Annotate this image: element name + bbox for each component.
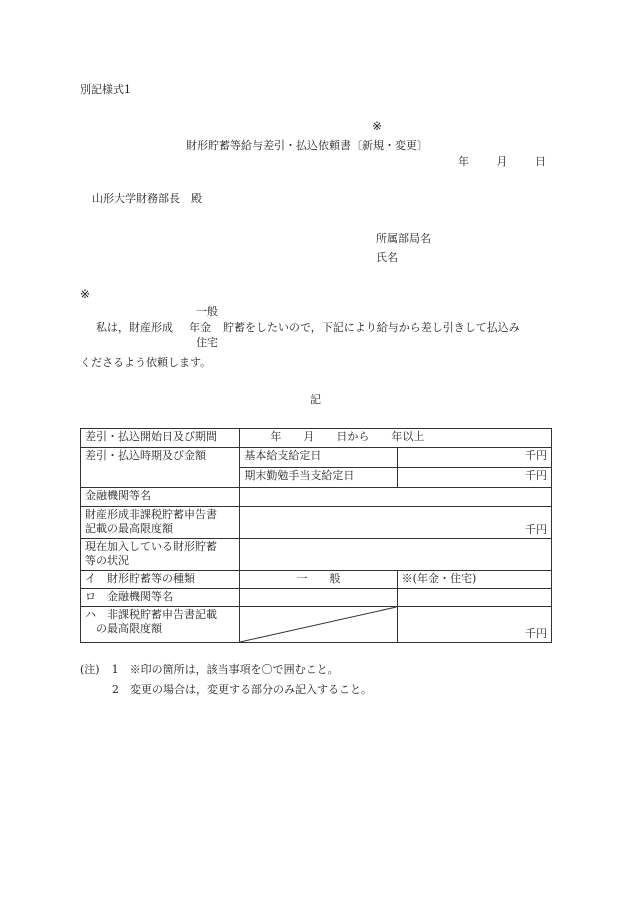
institution-label: 金融機関等名 [81,488,240,507]
current-label-line1: 現在加入している財形貯蓄 [85,540,217,553]
base-salary-amount-field[interactable] [397,448,551,468]
request-rest: 貯蓄をしたいので，下記により給与から差し引きして払込み [223,321,520,334]
table-row-limit [81,507,552,539]
note-2-text: 変更の場合は，変更する部分のみ記入すること。 [130,683,372,696]
current-status-field[interactable] [240,539,552,571]
note-2-number: 2 [112,683,119,696]
request-text-line2: くださるよう依頼します。 [80,356,212,369]
request-lead: 私は，財産形成 [96,321,173,334]
dept-label: 所属部局名 [376,232,431,245]
note-1-text: ※印の箇所は，該当事項を〇で囲むこと。 [129,663,339,676]
current-limit-label [81,607,240,643]
limit-field[interactable] [240,507,552,539]
diagonal-struck-cell [240,607,397,643]
current-institution-label: ロ 金融機関等名 [81,589,240,607]
note-1 [80,663,339,677]
current-status-label [81,539,240,571]
institution-field[interactable] [240,488,552,507]
table-row-start-date [81,429,552,448]
savings-type-option[interactable]: ※(年金・住宅) [397,571,551,589]
current-label-line2: 等の状況 [85,554,129,567]
note-2 [112,683,372,697]
current-institution-field[interactable] [240,589,397,607]
asterisk-mark-body: ※ [80,287,91,301]
option-housing: 住宅 [196,336,218,349]
bonus-label: 期末勤勉手当支給定日 [240,468,397,488]
date-line [458,155,546,169]
current-limit-line2: の最高限度額 [85,622,162,635]
table-row-timing-1 [81,448,552,468]
current-limit-line1: ハ 非課税貯蓄申告書記載 [85,608,217,621]
current-institution-field-2[interactable] [397,589,551,607]
document-title: 財形貯蓄等給与差引・払込依頼書〔新規・変更〕 [186,139,428,152]
start-date-label: 差引・払込開始日及び期間 [81,429,240,448]
timing-amount-label: 差引・払込時期及び金額 [81,448,240,488]
unit-label: 千円 [525,449,547,462]
name-label: 氏名 [376,251,398,264]
table-row-current [81,539,552,571]
start-date-value: 年 月 日から 年以上 [270,430,425,443]
form-number: 別記様式1 [80,83,131,96]
option-pension: 年金 [189,321,211,334]
unit-label: 千円 [525,469,547,482]
base-salary-label: 基本給支給定日 [240,448,397,468]
year-label: 年 [458,155,469,168]
option-general: 一般 [196,305,218,318]
limit-label-line2: 記載の最高限度額 [85,522,173,535]
month-label: 月 [496,155,508,168]
savings-type-general[interactable]: 一 般 [240,571,397,589]
request-table [80,428,552,643]
savings-type-label: イ 財形貯蓄等の種類 [81,571,240,589]
limit-label [81,507,240,539]
limit-label-line1: 財産形成非課税貯蓄申告書 [85,508,217,521]
day-label: 日 [535,155,546,168]
request-text [96,321,520,335]
addressee: 山形大学財務部長 殿 [92,192,202,205]
diagonal-line [240,607,396,642]
table-row-current-limit [81,607,552,643]
current-limit-field[interactable] [397,607,551,643]
note-1-number: 1 [111,663,119,676]
unit-label: 千円 [525,523,547,536]
start-date-field[interactable] [240,429,552,448]
asterisk-mark: ※ [372,119,383,133]
note-prefix: (注) [80,663,100,676]
table-row-type [81,571,552,589]
table-row-current-institution [81,589,552,607]
unit-label: 千円 [525,627,547,640]
bonus-amount-field[interactable] [397,468,551,488]
table-row-institution [81,488,552,507]
ki-heading: 記 [310,393,321,406]
